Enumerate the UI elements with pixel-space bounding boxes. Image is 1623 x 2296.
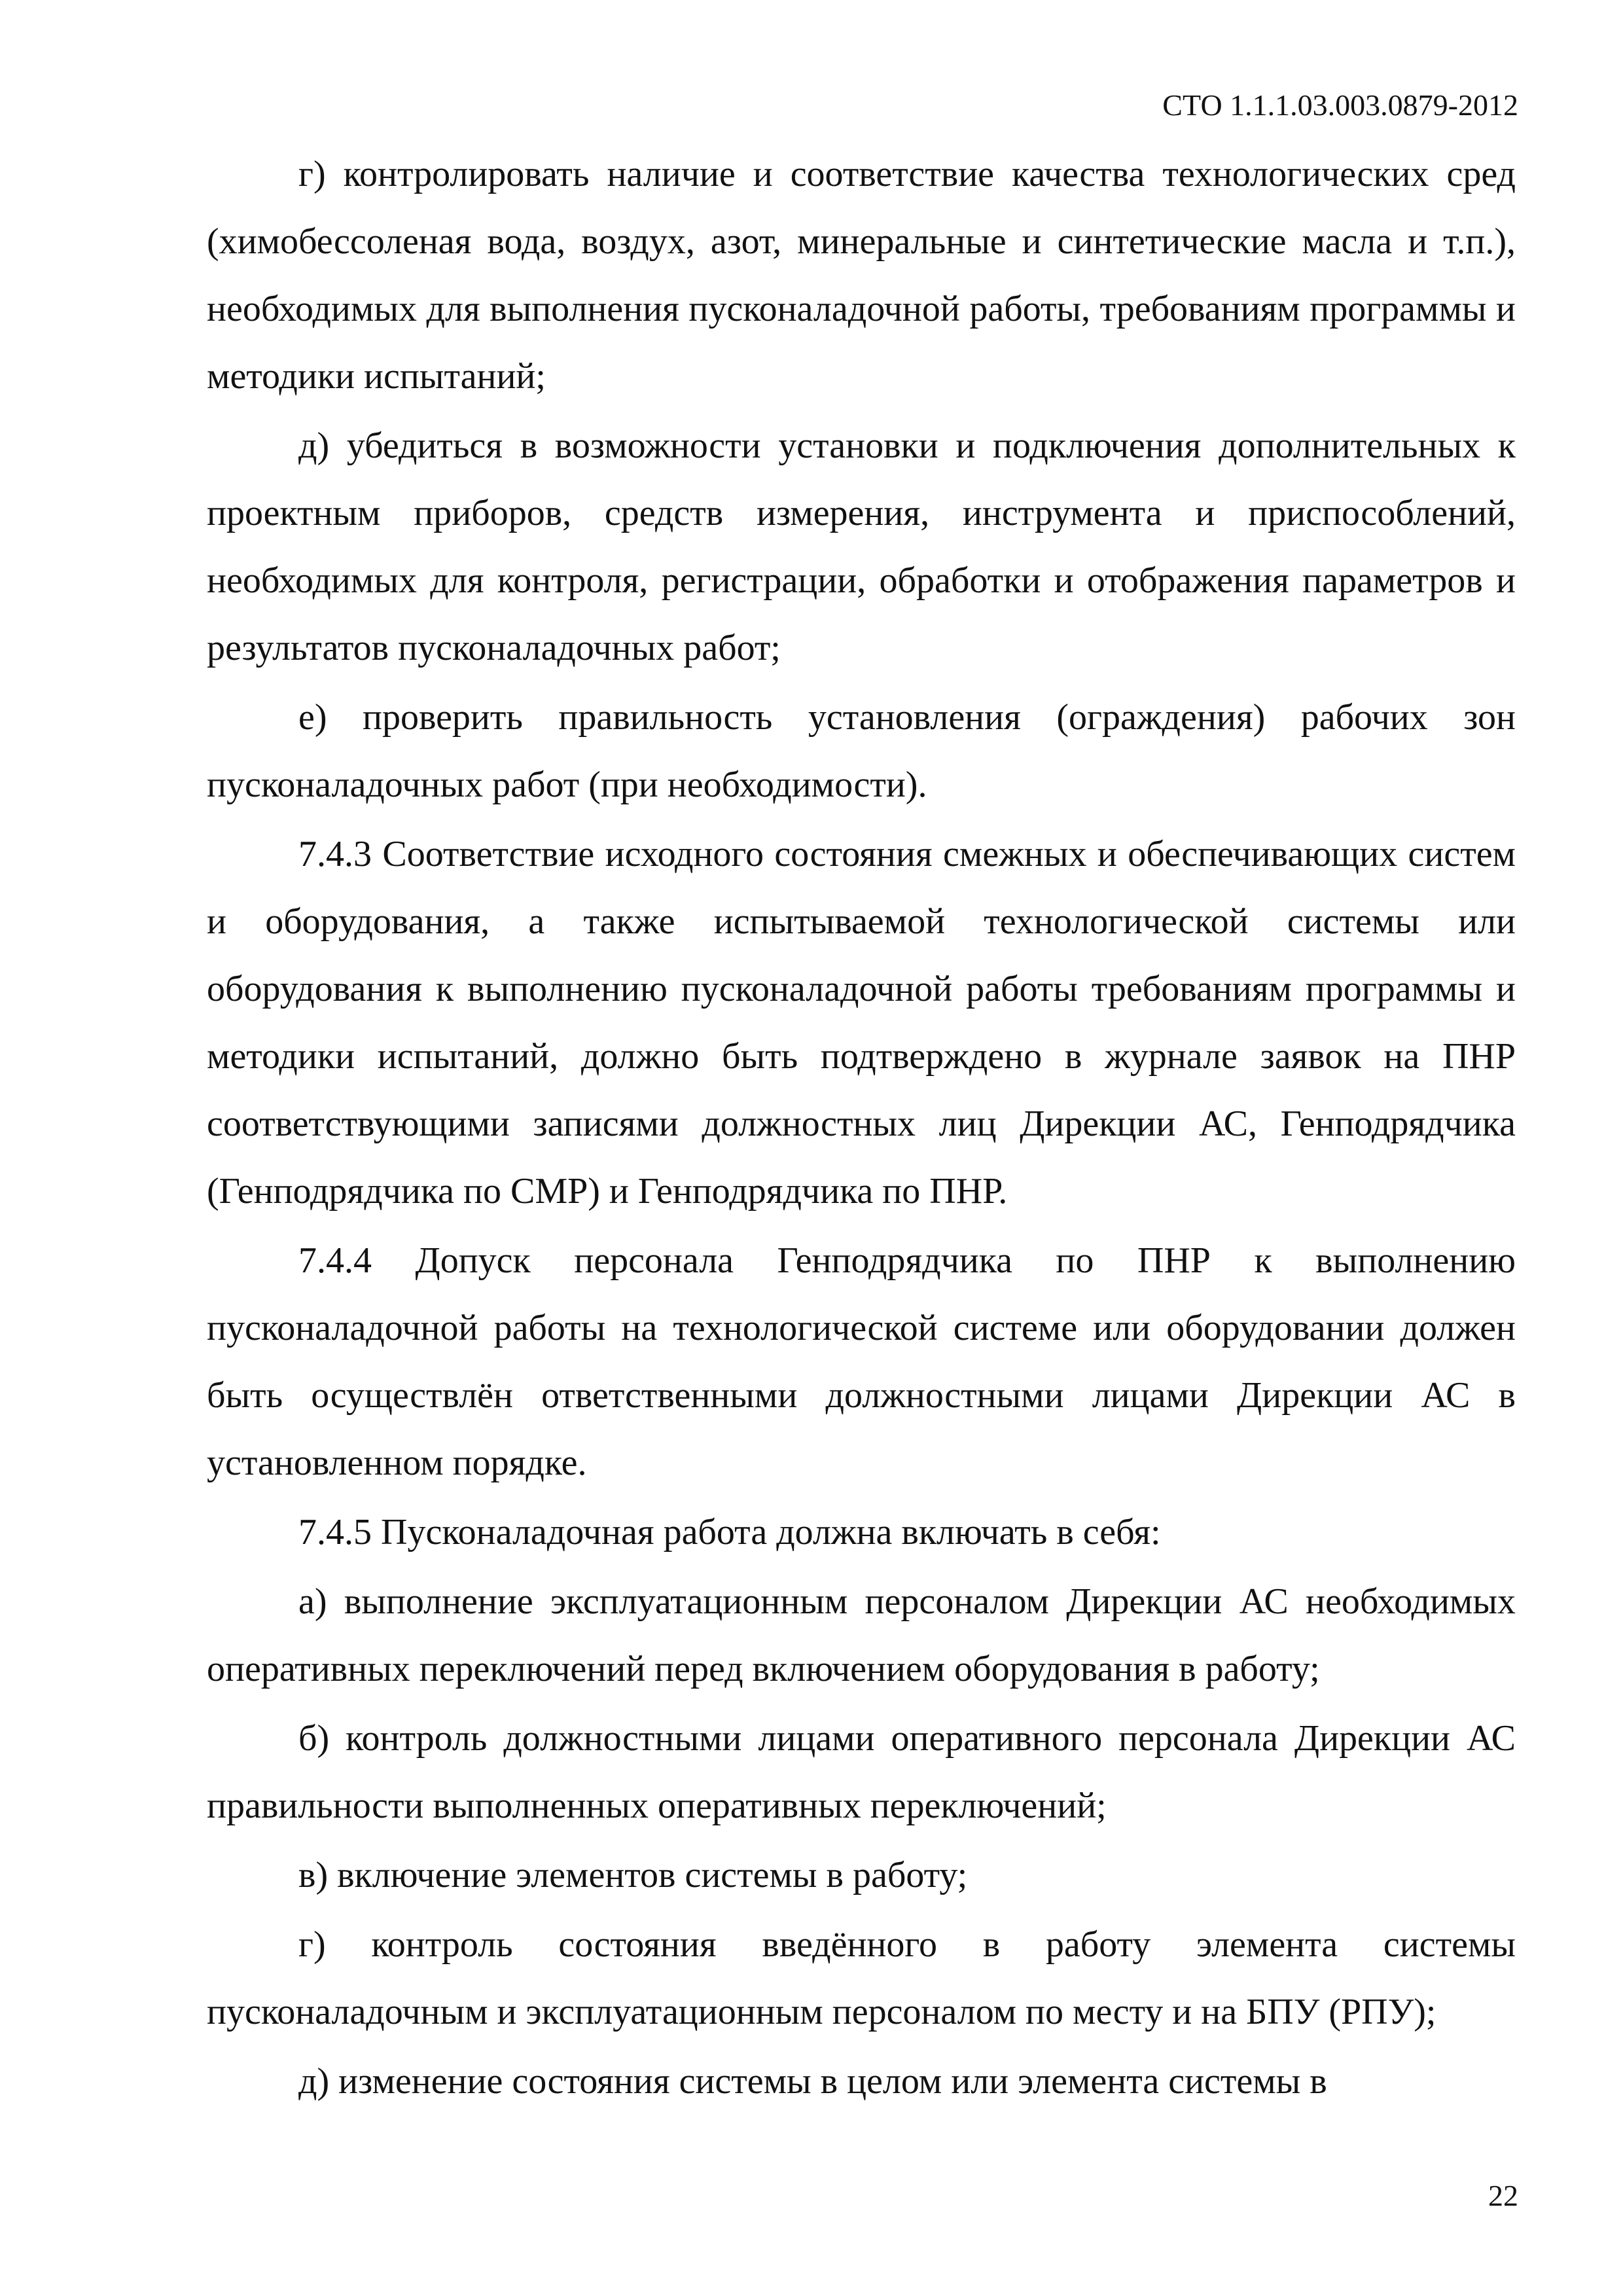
paragraph-item-v-enable: в) включение элементов системы в работу;	[298, 1855, 968, 1895]
paragraph-item-g-state-control: г) контроль состояния введённого в работу элемента системы пусконаладочным и эксплуатационным персоналом по месту и на БПУ (РПУ);	[207, 1924, 1516, 2032]
paragraph-7-4-3: 7.4.3 Соответствие исходного состояния смежных и обеспечивающих систем и оборудования, а также испытываемой технологической системы или оборудования к выполнению пусконаладочной работы требованиям программы и методики испытаний, должно быть подтверждено в журнале заявок на ПНР соответствующими записями должностных лиц Дирекции АС, Генподрядчика (Генподрядчика по СМР) и Генподрядчика по ПНР.	[207, 834, 1516, 1211]
paragraph-7-4-5: 7.4.5 Пусконаладочная работа должна включать в себя:	[298, 1512, 1161, 1552]
paragraph-7-4-4: 7.4.4 Допуск персонала Генподрядчика по ПНР к выполнению пусконаладочной работы на технологической системе или оборудовании должен быть осуществлён ответственными должностными лицами Дирекции АС в установленном порядке.	[207, 1240, 1516, 1483]
paragraph-item-d-extra-devices: д) убедиться в возможности установки и подключения дополнительных к проектным приборов, средств измерения, инструмента и приспособлений, необходимых для контроля, регистрации, обработки и отображения параметров и результатов пусконаладочных работ;	[207, 425, 1516, 668]
paragraph-item-a-switching: а) выполнение эксплуатационным персоналом Дирекции АС необходимых оперативных переключений перед включением оборудования в работу;	[207, 1581, 1516, 1689]
page-number: 22	[1488, 2179, 1518, 2212]
paragraph-item-d-state-change: д) изменение состояния системы в целом или элемента системы в	[298, 2061, 1327, 2102]
paragraph-item-b-control: б) контроль должностными лицами оперативного персонала Дирекции АС правильности выполненных оперативных переключений;	[207, 1718, 1516, 1826]
document-body	[207, 141, 1516, 2115]
paragraph-item-g-check-media: г) контролировать наличие и соответствие качества технологических сред (химобессоленая вода, воздух, азот, минеральные и синтетические масла и т.п.), необходимых для выполнения пусконаладочной работы, требованиям программы и методики испытаний;	[207, 154, 1516, 397]
paragraph-item-e-work-zones: е) проверить правильность установления (ограждения) рабочих зон пусконаладочных работ (при необходимости).	[207, 697, 1516, 805]
document-code: СТО 1.1.1.03.003.0879-2012	[1162, 88, 1518, 122]
